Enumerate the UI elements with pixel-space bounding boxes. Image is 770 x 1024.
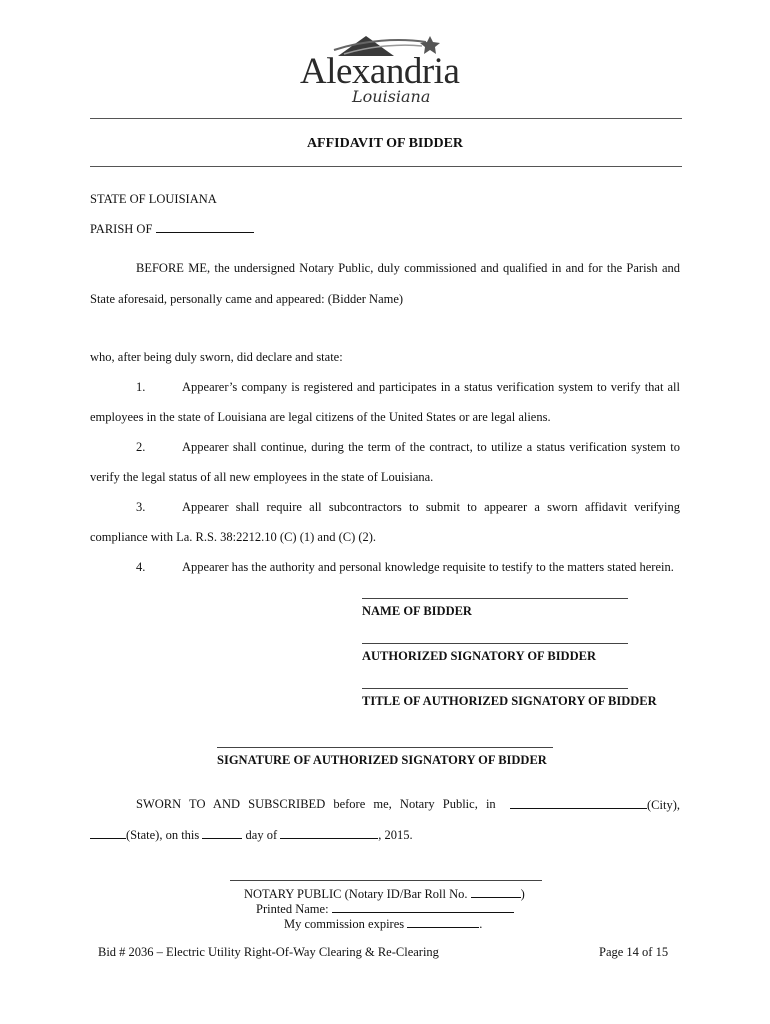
item-1-line2: employees in the state of Louisiana are legal citizens of the United States or are legal aliens.	[90, 410, 551, 424]
signature-line[interactable]	[217, 747, 553, 748]
sworn-line2	[90, 827, 413, 843]
footer-page-number: Page 14 of 15	[599, 945, 669, 959]
logo-wordmark: Alexandria	[300, 51, 460, 92]
top-divider	[90, 118, 682, 119]
title-of-signatory-line[interactable]	[362, 688, 628, 689]
item-number: 4.	[136, 560, 146, 574]
title-of-signatory-label: TITLE OF AUTHORIZED SIGNATORY OF BIDDER	[362, 694, 657, 708]
item-text: Appearer shall require all subcontractors to submit to appearer a sworn affidavit verifying	[182, 500, 680, 514]
authorized-signatory-line[interactable]	[362, 643, 628, 644]
item-text: Appearer has the authority and personal knowledge requisite to testify to the matters stated herein.	[182, 560, 674, 574]
notary-id-blank[interactable]	[471, 886, 521, 898]
sworn-text: SWORN TO AND SUBSCRIBED before me, Notary Public, in	[136, 797, 496, 811]
name-of-bidder-label: NAME OF BIDDER	[362, 604, 472, 618]
parish-line	[90, 221, 254, 237]
item-1-line1	[136, 380, 680, 395]
city-field	[510, 797, 680, 813]
printed-name-label: Printed Name:	[256, 902, 329, 916]
notary-line	[244, 886, 525, 902]
item-number: 1.	[136, 380, 146, 394]
state-label: (State), on this	[126, 828, 200, 842]
alexandria-logo	[294, 28, 464, 108]
state-line: STATE OF LOUISIANA	[90, 192, 217, 206]
month-blank[interactable]	[280, 827, 378, 839]
title-divider	[90, 166, 682, 167]
sworn-line1	[136, 797, 680, 813]
item-2-line2: verify the legal status of all new employees in the state of Louisiana.	[90, 470, 434, 484]
item-2-line1	[136, 440, 680, 455]
city-blank[interactable]	[510, 797, 647, 809]
parish-blank[interactable]	[156, 221, 254, 233]
name-of-bidder-line[interactable]	[362, 598, 628, 599]
sworn-intro: who, after being duly sworn, did declare and state:	[90, 350, 343, 364]
footer-bid: Bid # 2036 – Electric Utility Right-Of-Way Clearing & Re-Clearing	[98, 945, 439, 959]
document-title: AFFIDAVIT OF BIDDER	[306, 136, 464, 151]
notary-text: NOTARY PUBLIC (Notary ID/Bar Roll No.	[244, 887, 468, 901]
item-text: Appearer’s company is registered and participates in a status verification system to verify that all	[182, 380, 680, 394]
item-number: 2.	[136, 440, 146, 454]
authorized-signatory-label: AUTHORIZED SIGNATORY OF BIDDER	[362, 649, 596, 663]
commission-end: .	[479, 917, 483, 931]
logo-script: Louisiana	[352, 87, 431, 106]
day-of-label: day of	[245, 828, 278, 842]
item-text: Appearer shall continue, during the term of the contract, to utilize a status verification system to	[182, 440, 680, 454]
item-3-line1	[136, 500, 680, 515]
city-label: (City),	[647, 798, 680, 812]
commission-label: My commission expires	[284, 917, 405, 931]
notary-signature-line[interactable]	[230, 880, 542, 881]
notary-close: )	[520, 887, 525, 901]
commission-blank[interactable]	[407, 916, 479, 928]
state-blank[interactable]	[90, 827, 126, 839]
before-me-line1: BEFORE ME, the undersigned Notary Public, duly commissioned and qualified in and for the Parish and	[136, 261, 680, 275]
signature-label: SIGNATURE OF AUTHORIZED SIGNATORY OF BIDDER	[217, 753, 547, 767]
printed-name-line	[256, 901, 514, 917]
item-4-line1	[136, 560, 674, 575]
day-blank[interactable]	[202, 827, 242, 839]
commission-line	[284, 916, 482, 932]
item-3-line2: compliance with La. R.S. 38:2212.10 (C) (1) and (C) (2).	[90, 530, 377, 544]
item-number: 3.	[136, 500, 146, 514]
parish-label: PARISH OF	[90, 222, 153, 236]
year-label: , 2015.	[378, 828, 413, 842]
before-me-line2: State aforesaid, personally came and appeared: (Bidder Name)	[90, 292, 404, 306]
printed-name-blank[interactable]	[332, 901, 514, 913]
